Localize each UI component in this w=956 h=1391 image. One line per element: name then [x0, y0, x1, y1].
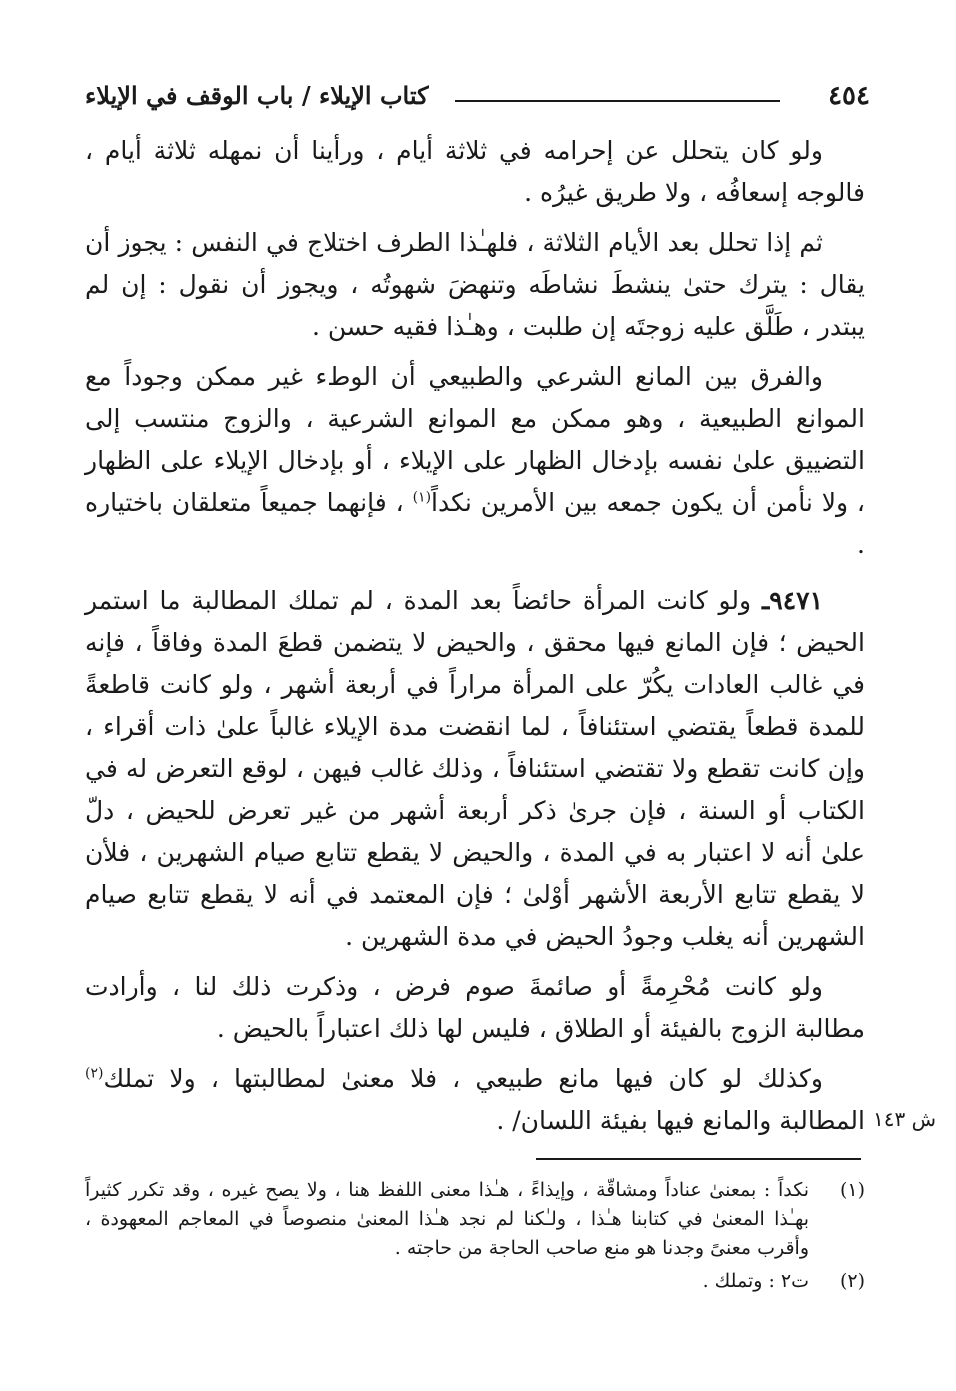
- page-number: ٤٥٤: [828, 81, 870, 111]
- paragraph-text: والفرق بين المانع الشرعي والطبيعي أن الوطء غير ممكن وجوداً مع الموانع الطبيعية ، وهو ممكن مع الموانع الشرعية ، والزوج منتسب إلى التضييق علىٰ نفسه بإدخال الظهار على الإيلاء ، أو بإدخال الإيلاء على الظهار ، ولا نأمن أن يكون جمعه بين الأمرين نكداً: [85, 362, 865, 517]
- manuscript-margin-note: ش ١٤٣: [872, 1107, 936, 1131]
- footnote: [85, 1176, 865, 1263]
- numbered-paragraph: [85, 580, 865, 958]
- issue-number: ٩٤٧١ـ: [761, 586, 823, 615]
- paragraph-text-tail: المطالبة والمانع فيها بفيئة اللسان/ .: [496, 1106, 865, 1135]
- running-title: كتاب الإيلاء / باب الوقف في الإيلاء: [85, 81, 429, 110]
- footnote-text: ت٢ : وتملك .: [702, 1270, 809, 1292]
- footnote-label: (٢): [839, 1270, 865, 1292]
- paragraph: ولو كان يتحلل عن إحرامه في ثلاثة أيام ، ورأينا أن نمهله ثلاثة أيام ، فالوجه إسعافُه ، ولا طريق غيرُه .: [85, 136, 865, 207]
- footnote: [85, 1267, 865, 1296]
- paragraph-text-tail: ، فإنهما جميعاً متعلقان باختياره .: [85, 488, 865, 559]
- main-text: [85, 130, 865, 1150]
- footnote-ref-2[interactable]: (٢): [85, 1065, 104, 1082]
- footnote-ref-1[interactable]: (١): [412, 489, 432, 506]
- header-rule: [455, 100, 780, 102]
- footnote-rule: [536, 1158, 861, 1160]
- footnote-label: (١): [839, 1179, 865, 1201]
- page-header: [85, 78, 870, 118]
- paragraph: ولو كانت مُحْرِمةً أو صائمةَ صوم فرض ، وذكرت ذلك لنا ، وأرادت مطالبة الزوج بالفيئة أو الطلاق ، فليس لها ذلك اعتباراً بالحيض .: [85, 972, 865, 1043]
- paragraph: [85, 1058, 865, 1142]
- footnote-text: نكداً : بمعنىٰ عناداً ومشاقّة ، وإيذاءً ، هـٰذا معنى اللفظ هنا ، ولا يصح غيره ، وقد تكرر كثيراً بهـٰذا المعنىٰ في كتابنا هـٰذا ، ولـٰكنا لم نجد هـٰذا المعنىٰ منصوصاً في المعاجم المعهودة ، وأقرب معنىً وجدنا هو منع صاحب الحاجة من حاجته .: [85, 1179, 809, 1259]
- paragraph: [85, 356, 865, 566]
- paragraph: ثم إذا تحلل بعد الأيام الثلاثة ، فلهـٰذا الطرف اختلاج في النفس : يجوز أن يقال : يترك حتىٰ ينشطَ نشاطَه وتنهضَ شهوتُه ، ويجوز أن نقول : إن لم يبتدر ، طَلَّق عليه زوجتَه إن طلبت ، وهـٰذا فقيه حسن .: [85, 228, 865, 341]
- paragraph-text: ولو كانت المرأة حائضاً بعد المدة ، لم تملك المطالبة ما استمر الحيض ؛ فإن المانع فيها محقق ، والحيض لا يتضمن قطعَ المدة وفاقاً ، فإنه في غالب العادات يكُرّ على المرأة مراراً في أربعة أشهر ، ولو كانت قاطعةً للمدة قطعاً يقتضي استئنافاً ، لما انقضت مدة الإيلاء غالباً علىٰ ذات أقراء ، وإن كانت تقطع ولا تقتضي استئنافاً ، وذلك غالب فيهن ، لوقع التعرض له في الكتاب أو السنة ، فإن جرىٰ ذكر أربعة أشهر من غير تعرض للحيض ، دلّ علىٰ أنه لا اعتبار به في المدة ، والحيض لا يقطع تتابع صيام الشهرين ، فلأن لا يقطع تتابع الأربعة الأشهر أوْلىٰ ؛ فإن المعتمد في أنه لا يقطع تتابع صيام الشهرين أنه يغلب وجودُ الحيض في مدة الشهرين .: [85, 586, 865, 951]
- paragraph-text: وكذلك لو كان فيها مانع طبيعي ، فلا معنىٰ لمطالبتها ، ولا تملك: [103, 1064, 823, 1093]
- footnotes: [85, 1176, 865, 1300]
